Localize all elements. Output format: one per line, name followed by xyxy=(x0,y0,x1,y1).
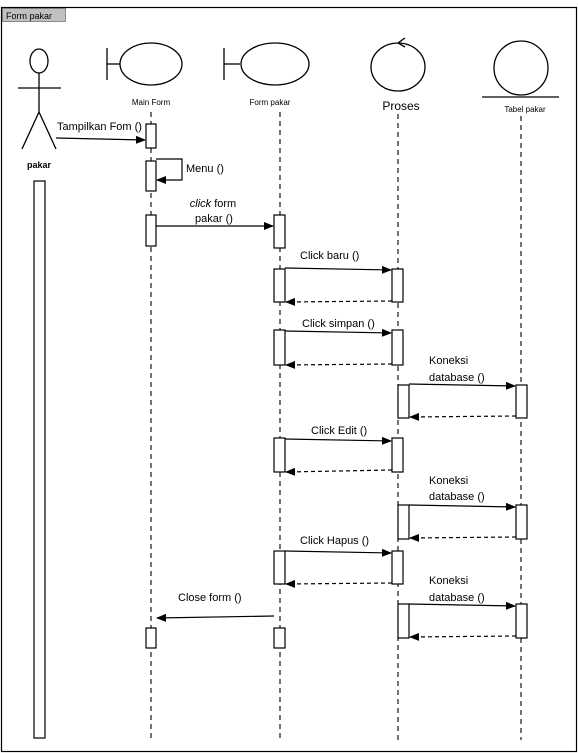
message-tampilkan-arrow xyxy=(56,138,145,140)
activation-form-pakar-2 xyxy=(274,269,285,302)
activation-main-form-4 xyxy=(146,628,156,648)
message-click-edit-arrow xyxy=(285,439,391,441)
activation-proses-2 xyxy=(392,330,403,365)
message-koneksi-2-label-line1: Koneksi xyxy=(429,475,469,487)
control-proses-icon xyxy=(371,38,425,91)
message-click-edit-return xyxy=(286,470,392,472)
actor-pakar xyxy=(18,49,61,149)
message-close-form-arrow xyxy=(157,616,274,618)
activation-main-form-2 xyxy=(146,161,156,191)
boundary-main-form-icon xyxy=(107,43,182,85)
message-koneksi-2-label-line2: database () xyxy=(429,491,485,503)
diagram-frame xyxy=(2,8,577,752)
activation-proses-4 xyxy=(392,438,403,472)
message-click-simpan-arrow xyxy=(285,331,391,333)
activation-main-form-3 xyxy=(146,215,156,246)
message-click-simpan-return xyxy=(286,364,392,365)
activation-tabel-pakar-3 xyxy=(516,604,527,638)
message-close-form-label: Close form () xyxy=(178,592,242,604)
message-click-hapus-return xyxy=(286,583,392,584)
activation-tabel-pakar-1 xyxy=(516,385,527,418)
actor-activation xyxy=(34,181,45,738)
message-click-form-label-line1: click form xyxy=(189,198,237,210)
message-click-baru-label: Click baru () xyxy=(300,250,360,262)
activation-form-pakar-1 xyxy=(274,215,285,248)
lifeline-tabel-pakar-label: Tabel pakar xyxy=(504,105,546,114)
frame-title: Form pakar xyxy=(2,8,66,22)
activation-form-pakar-4 xyxy=(274,438,285,472)
message-koneksi-3-label-line1: Koneksi xyxy=(429,575,469,587)
activation-form-pakar-3 xyxy=(274,330,285,365)
message-click-baru-return xyxy=(286,301,392,302)
message-koneksi-1-label-line2: database () xyxy=(429,372,485,384)
activation-form-pakar-5 xyxy=(274,551,285,584)
message-tampilkan-label: Tampilkan Fom () xyxy=(57,121,142,133)
message-koneksi-1-return xyxy=(410,416,516,417)
activation-main-form-1 xyxy=(146,124,156,148)
message-koneksi-3-arrow xyxy=(409,604,515,606)
message-koneksi-1-arrow xyxy=(409,384,515,386)
activation-proses-7 xyxy=(398,604,409,638)
activation-form-pakar-6 xyxy=(274,628,285,648)
lifeline-main-form-label: Main Form xyxy=(131,98,171,107)
message-click-hapus-label: Click Hapus () xyxy=(300,535,370,547)
message-koneksi-2-return xyxy=(410,537,516,538)
message-koneksi-1-label-line1: Koneksi xyxy=(429,355,469,367)
message-koneksi-3-return xyxy=(410,636,516,637)
message-click-edit-label: Click Edit () xyxy=(311,425,368,437)
message-click-form-label-line2: pakar () xyxy=(195,213,233,225)
message-koneksi-2-arrow xyxy=(409,505,515,507)
actor-name: pakar xyxy=(26,160,52,170)
activation-proses-5 xyxy=(398,505,409,539)
message-menu-label: Menu () xyxy=(186,163,224,175)
activation-proses-3 xyxy=(398,385,409,418)
message-click-simpan-label: Click simpan () xyxy=(302,318,375,330)
message-koneksi-3-label-line2: database () xyxy=(429,592,485,604)
entity-tabel-pakar-icon xyxy=(482,41,559,97)
activation-proses-1 xyxy=(392,269,403,302)
boundary-form-pakar-icon xyxy=(224,43,309,85)
lifeline-proses-label: Proses xyxy=(382,99,420,113)
activation-tabel-pakar-2 xyxy=(516,505,527,539)
message-click-hapus-arrow xyxy=(285,551,391,553)
lifeline-form-pakar-label: Form pakar xyxy=(249,98,291,107)
message-click-baru-arrow xyxy=(285,268,391,270)
activation-proses-6 xyxy=(392,551,403,584)
message-menu-arrow xyxy=(156,159,182,180)
